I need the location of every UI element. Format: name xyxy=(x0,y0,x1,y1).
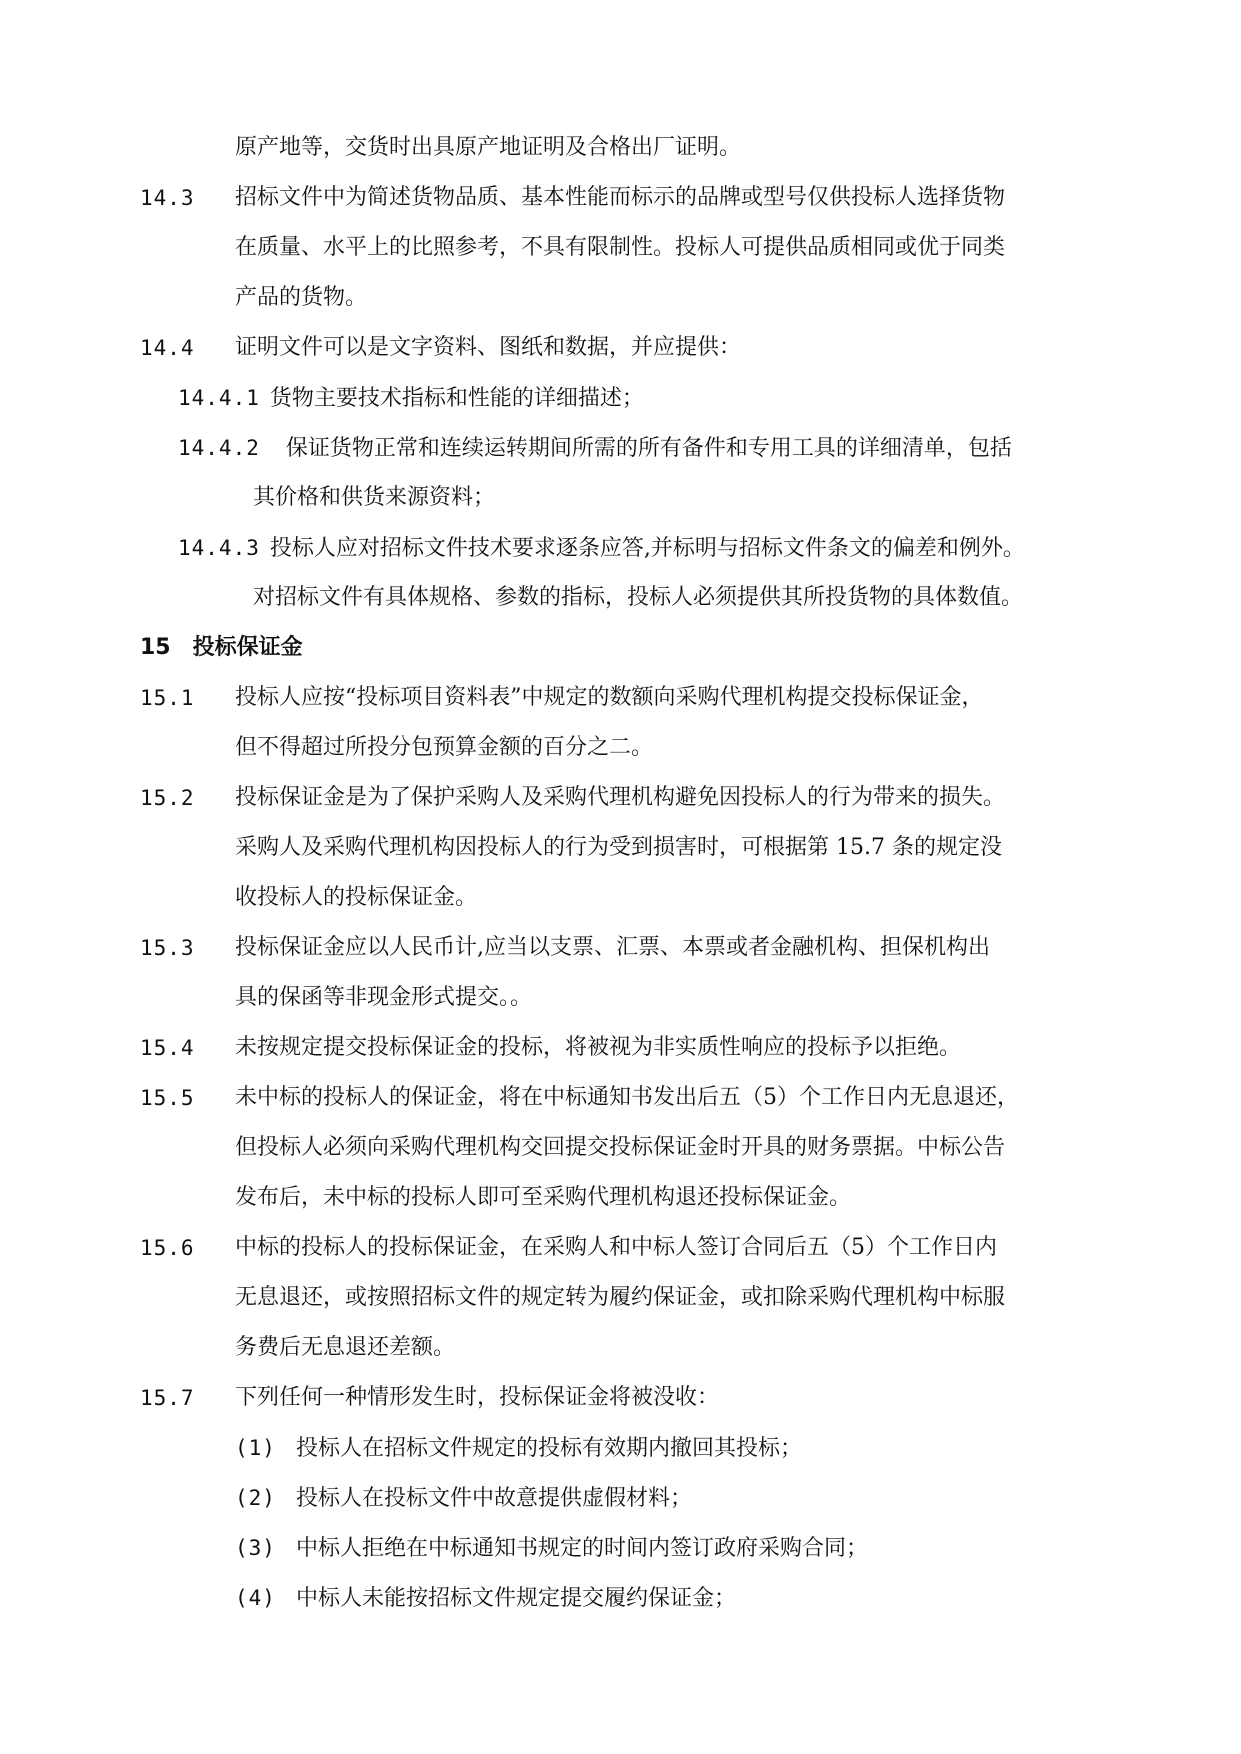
subclause-line xyxy=(178,533,1025,564)
clause-number: 15.3 xyxy=(140,936,195,960)
list-item xyxy=(235,1583,736,1614)
list-item xyxy=(235,1483,692,1514)
list-item-number: (4) xyxy=(235,1586,276,1610)
paragraph-line: 原产地等，交货时出具原产地证明及合格出厂证明。 xyxy=(235,135,742,160)
paragraph-line: 但投标人必须向采购代理机构交回提交投标保证金时开具的财务票据。中标公告 xyxy=(235,1135,1006,1160)
paragraph-line: 中标的投标人的投标保证金，在采购人和中标人签订合同后五（5）个工作日内 xyxy=(235,1235,997,1260)
list-item-text: 中标人拒绝在中标通知书规定的时间内签订政府采购合同； xyxy=(295,1536,868,1561)
paragraph-line: 投标保证金是为了保护采购人及采购代理机构避免因投标人的行为带来的损失。 xyxy=(235,785,1006,810)
paragraph-line: 务费后无息退还差额。 xyxy=(235,1335,456,1360)
clause-number: 15.7 xyxy=(140,1386,195,1410)
list-item-text: 投标人在招标文件规定的投标有效期内撤回其投标； xyxy=(295,1436,802,1461)
subclause-text: 投标人应对招标文件技术要求逐条应答,并标明与招标文件条文的偏差和例外。 xyxy=(269,536,1025,561)
paragraph-line: 具的保函等非现金形式提交。。 xyxy=(235,985,533,1010)
paragraph-line: 未按规定提交投标保证金的投标，将被视为非实质性响应的投标予以拒绝。 xyxy=(235,1035,962,1060)
paragraph-line: 对招标文件有具体规格、参数的指标，投标人必须提供其所投货物的具体数值。 xyxy=(253,585,1024,610)
subclause-number: 14.4.3 xyxy=(178,536,260,560)
paragraph-line: 无息退还，或按照招标文件的规定转为履约保证金，或扣除采购代理机构中标服 xyxy=(235,1285,1006,1310)
clause-number: 15.4 xyxy=(140,1036,195,1060)
clause-number: 15.1 xyxy=(140,686,195,710)
subclause-text: 货物主要技术指标和性能的详细描述； xyxy=(269,386,644,411)
clause-number: 15.2 xyxy=(140,786,195,810)
subclause-line xyxy=(178,383,644,414)
paragraph-line: 产品的货物。 xyxy=(235,285,368,310)
section-number: 15 xyxy=(140,635,171,660)
paragraph-line: 投标人应按“投标项目资料表”中规定的数额向采购代理机构提交投标保证金， xyxy=(235,685,984,710)
paragraph-line: 证明文件可以是文字资料、图纸和数据，并应提供： xyxy=(235,335,742,360)
paragraph-line: 采购人及采购代理机构因投标人的行为受到损害时，可根据第 15.7 条的规定没 xyxy=(235,835,1002,860)
section-heading xyxy=(140,633,303,663)
subclause-number: 14.4.1 xyxy=(178,386,260,410)
paragraph-line: 收投标人的投标保证金。 xyxy=(235,885,478,910)
paragraph-line: 在质量、水平上的比照参考，不具有限制性。投标人可提供品质相同或优于同类 xyxy=(235,235,1006,260)
subclause-text: 保证货物正常和连续运转期间所需的所有备件和专用工具的详细清单，包括 xyxy=(285,436,1012,461)
section-title: 投标保证金 xyxy=(192,635,303,660)
list-item-number: (2) xyxy=(235,1486,276,1510)
subclause-line xyxy=(178,433,1012,464)
paragraph-line: 但不得超过所投分包预算金额的百分之二。 xyxy=(235,735,654,760)
list-item-text: 投标人在投标文件中故意提供虚假材料； xyxy=(295,1486,692,1511)
paragraph-line: 其价格和供货来源资料； xyxy=(253,485,496,510)
list-item-text: 中标人未能按招标文件规定提交履约保证金； xyxy=(295,1586,736,1611)
list-item xyxy=(235,1533,868,1564)
subclause-number: 14.4.2 xyxy=(178,436,260,460)
paragraph-line: 下列任何一种情形发生时，投标保证金将被没收： xyxy=(235,1385,720,1410)
clause-number: 14.4 xyxy=(140,336,195,360)
paragraph-line: 招标文件中为简述货物品质、基本性能而标示的品牌或型号仅供投标人选择货物 xyxy=(235,185,1006,210)
list-item-number: (1) xyxy=(235,1436,276,1460)
paragraph-line: 未中标的投标人的保证金，将在中标通知书发出后五（5）个工作日内无息退还， xyxy=(235,1085,1019,1110)
list-item xyxy=(235,1433,802,1464)
clause-number: 15.5 xyxy=(140,1086,195,1110)
paragraph-line: 投标保证金应以人民币计,应当以支票、汇票、本票或者金融机构、担保机构出 xyxy=(235,935,990,960)
clause-number: 14.3 xyxy=(140,186,195,210)
clause-number: 15.6 xyxy=(140,1236,195,1260)
list-item-number: (3) xyxy=(235,1536,276,1560)
paragraph-line: 发布后，未中标的投标人即可至采购代理机构退还投标保证金。 xyxy=(235,1185,852,1210)
